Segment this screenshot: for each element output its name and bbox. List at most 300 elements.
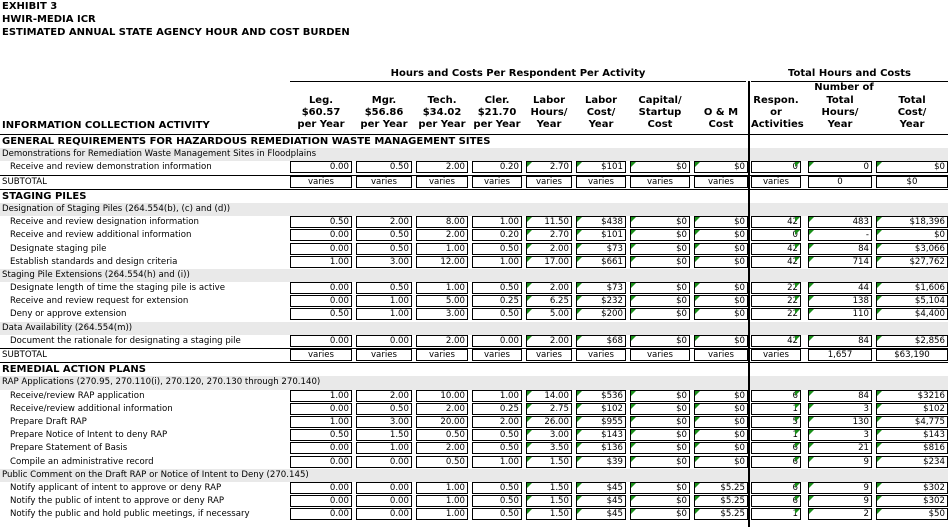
- cell-value: $45: [606, 496, 623, 507]
- cell-value: 0.00: [389, 496, 409, 507]
- cell-marker-icon: [695, 496, 700, 501]
- table-row: [0, 495, 948, 508]
- table-row: [0, 429, 948, 442]
- cell-marker-icon: [877, 443, 882, 448]
- cell-marker-icon: [527, 417, 532, 422]
- table-cell: [416, 176, 468, 188]
- row-label: Notify applicant of intent to approve or deny RAP: [10, 482, 222, 493]
- column-header-line: Activities: [751, 119, 804, 130]
- table-cell: [576, 295, 626, 307]
- cell-value: 2.00: [445, 403, 465, 414]
- row-label: GENERAL REQUIREMENTS FOR HAZARDOUS REMEDIATION WASTE MANAGEMENT SITES: [2, 136, 491, 147]
- cell-value: 1.50: [549, 482, 569, 493]
- cell-marker-icon: [695, 230, 700, 235]
- cell-marker-icon: [631, 496, 636, 501]
- cell-value: 20.00: [440, 416, 465, 427]
- column-header-line: per Year: [297, 119, 345, 130]
- table-cell: [416, 229, 468, 241]
- table-cell: [526, 508, 572, 520]
- cell-value: varies: [483, 350, 511, 360]
- column-header-line: O & M: [703, 107, 739, 118]
- cell-value: 3: [863, 403, 869, 414]
- cell-value: $200: [601, 309, 623, 320]
- row-label: Receive/review additional information: [10, 403, 173, 414]
- table-cell: [876, 482, 948, 494]
- cell-marker-icon: [877, 391, 882, 396]
- cell-value: $302: [923, 496, 945, 507]
- cell-value: 0: [837, 176, 843, 187]
- table-cell: [416, 495, 468, 507]
- cell-value: 1: [792, 403, 798, 414]
- cell-marker-icon: [695, 509, 700, 514]
- table-cell: [356, 349, 412, 361]
- cell-marker-icon: [877, 230, 882, 235]
- cell-value: 11.50: [544, 217, 569, 228]
- cell-marker-icon: [809, 309, 814, 314]
- column-header-line: $60.57: [301, 107, 341, 118]
- cell-value: $0: [676, 456, 687, 467]
- cell-value: varies: [587, 176, 615, 187]
- table-cell: [356, 216, 412, 228]
- table-cell: [472, 282, 522, 294]
- table-cell: [630, 282, 690, 294]
- cell-value: 130: [852, 416, 869, 427]
- cell-value: varies: [587, 350, 615, 360]
- cell-value: $0: [676, 309, 687, 320]
- row-label: Designate staging pile: [10, 243, 107, 254]
- table-cell: [694, 229, 748, 241]
- column-header-line: Year: [899, 119, 925, 130]
- row-label: Public Comment on the Draft RAP or Notice of Intent to Deny (270.145): [2, 469, 309, 480]
- column-header-line: per Year: [418, 119, 466, 130]
- cell-marker-icon: [877, 483, 882, 488]
- cell-value: $0: [676, 390, 687, 401]
- table-cell: [290, 508, 352, 520]
- row-label: Receive and review request for extension: [10, 296, 189, 307]
- cell-value: $39: [606, 456, 623, 467]
- cell-marker-icon: [809, 483, 814, 488]
- cell-marker-icon: [527, 296, 532, 301]
- table-cell: [751, 295, 801, 307]
- group-row: [0, 322, 948, 335]
- cell-value: varies: [370, 350, 398, 360]
- cell-value: 0.50: [499, 482, 519, 493]
- table-cell: [694, 349, 748, 361]
- column-header: [416, 95, 468, 131]
- table-cell: [694, 495, 748, 507]
- table-cell: [290, 482, 352, 494]
- table-cell: [876, 416, 948, 428]
- table-cell: [751, 335, 801, 347]
- cell-value: 0.00: [329, 496, 349, 507]
- cell-value: 42: [787, 335, 798, 346]
- cell-marker-icon: [877, 509, 882, 514]
- cell-value: 3.50: [549, 443, 569, 454]
- table-cell: [751, 390, 801, 402]
- row-label: Data Availability (264.554(m)): [2, 322, 133, 333]
- cell-value: 0.00: [329, 482, 349, 493]
- cell-value: 0.00: [329, 162, 349, 173]
- table-cell: [808, 390, 872, 402]
- cell-marker-icon: [877, 296, 882, 301]
- cell-value: $0: [734, 390, 745, 401]
- cell-value: 6: [792, 390, 798, 401]
- cell-value: varies: [646, 176, 674, 187]
- cell-value: $136: [601, 443, 623, 454]
- table-cell: [694, 256, 748, 268]
- cell-marker-icon: [577, 244, 582, 249]
- cell-marker-icon: [877, 404, 882, 409]
- table-cell: [290, 335, 352, 347]
- cell-marker-icon: [527, 230, 532, 235]
- cell-marker-icon: [795, 417, 800, 422]
- table-cell: [526, 243, 572, 255]
- exhibit-title: ESTIMATED ANNUAL STATE AGENCY HOUR AND COST BURDEN: [2, 27, 350, 38]
- cell-value: 42: [787, 256, 798, 267]
- cell-value: 1.00: [445, 243, 465, 254]
- cell-marker-icon: [795, 391, 800, 396]
- exhibit-header: [2, 0, 350, 39]
- table-cell: [416, 308, 468, 320]
- table-row: [0, 243, 948, 256]
- table-cell: [630, 161, 690, 173]
- group-row: [0, 469, 948, 482]
- column-header-line: Tech.: [427, 95, 457, 106]
- column-header-line: Hours/: [530, 107, 568, 118]
- cell-value: $0: [734, 230, 745, 241]
- table-row: [0, 308, 948, 321]
- table-cell: [630, 429, 690, 441]
- cell-marker-icon: [631, 162, 636, 167]
- cell-value: $0: [676, 403, 687, 414]
- cell-marker-icon: [527, 257, 532, 262]
- table-cell: [576, 456, 626, 468]
- table-cell: [290, 229, 352, 241]
- table-cell: [290, 429, 352, 441]
- table-row: [0, 335, 948, 348]
- cell-value: 1.00: [329, 256, 349, 267]
- cell-marker-icon: [695, 336, 700, 341]
- cell-value: $0: [734, 217, 745, 228]
- table-cell: [526, 429, 572, 441]
- cell-marker-icon: [809, 217, 814, 222]
- column-header-line: Cost: [708, 119, 734, 130]
- table-cell: [290, 308, 352, 320]
- cell-marker-icon: [577, 391, 582, 396]
- table-cell: [356, 456, 412, 468]
- cell-marker-icon: [631, 443, 636, 448]
- cell-marker-icon: [527, 443, 532, 448]
- table-cell: [356, 243, 412, 255]
- cell-value: 0.00: [389, 482, 409, 493]
- cell-value: 3.00: [445, 309, 465, 320]
- table-cell: [808, 349, 872, 361]
- column-header-line: Mgr.: [371, 95, 397, 106]
- cell-value: $0: [676, 283, 687, 294]
- table-cell: [751, 482, 801, 494]
- cell-marker-icon: [877, 430, 882, 435]
- cell-value: 2.00: [499, 416, 519, 427]
- cell-value: $4,775: [914, 416, 945, 427]
- table-row: [0, 416, 948, 429]
- cell-marker-icon: [527, 162, 532, 167]
- cell-marker-icon: [877, 217, 882, 222]
- row-label: Document the rationale for designating a staging pile: [10, 335, 241, 346]
- row-label: Receive and review demonstration information: [10, 162, 212, 173]
- cell-value: 3: [863, 430, 869, 441]
- cell-value: 0.20: [499, 162, 519, 173]
- cell-value: 2.70: [549, 230, 569, 241]
- cell-value: 14.00: [544, 390, 569, 401]
- row-label: Compile an administrative record: [10, 456, 154, 467]
- table-row: [0, 403, 948, 416]
- row-label: STAGING PILES: [2, 190, 87, 202]
- cell-marker-icon: [631, 244, 636, 249]
- cell-value: 5.00: [445, 296, 465, 307]
- cell-marker-icon: [795, 230, 800, 235]
- table-cell: [526, 442, 572, 454]
- cell-value: $45: [606, 482, 623, 493]
- cell-marker-icon: [631, 391, 636, 396]
- column-header-line: Total: [898, 95, 926, 106]
- table-cell: [472, 229, 522, 241]
- cell-marker-icon: [809, 257, 814, 262]
- cell-value: $438: [601, 217, 623, 228]
- cell-marker-icon: [577, 162, 582, 167]
- column-header-line: Total: [826, 95, 854, 106]
- cell-value: 6: [792, 496, 798, 507]
- table-cell: [751, 508, 801, 520]
- cell-marker-icon: [795, 257, 800, 262]
- cell-value: 0.50: [499, 309, 519, 320]
- table-cell: [630, 390, 690, 402]
- cell-marker-icon: [631, 483, 636, 488]
- cell-value: $0: [906, 176, 918, 187]
- cell-value: 110: [852, 309, 869, 320]
- cell-marker-icon: [877, 417, 882, 422]
- table-cell: [416, 442, 468, 454]
- cell-marker-icon: [877, 162, 882, 167]
- cell-value: 22: [787, 296, 798, 307]
- table-cell: [356, 429, 412, 441]
- table-cell: [630, 495, 690, 507]
- table-cell: [808, 176, 872, 188]
- row-label: Notify the public and hold public meetings, if necessary: [10, 509, 250, 520]
- table-cell: [630, 176, 690, 188]
- cell-value: 84: [858, 390, 869, 401]
- cell-value: $0: [676, 335, 687, 346]
- table-row: [0, 282, 948, 295]
- cell-value: 2.00: [445, 335, 465, 346]
- cell-value: varies: [307, 176, 335, 187]
- cell-marker-icon: [795, 443, 800, 448]
- cell-value: $0: [676, 217, 687, 228]
- subtotal-row: [0, 348, 948, 362]
- cell-marker-icon: [527, 457, 532, 462]
- table-cell: [751, 176, 801, 188]
- table-cell: [576, 442, 626, 454]
- column-header-line: per Year: [360, 119, 408, 130]
- cell-value: $955: [601, 416, 623, 427]
- column-header-line: $21.70: [477, 107, 517, 118]
- group-row: [0, 203, 948, 216]
- cell-marker-icon: [631, 217, 636, 222]
- cell-value: $0: [734, 416, 745, 427]
- cell-marker-icon: [695, 309, 700, 314]
- table-cell: [526, 295, 572, 307]
- table-cell: [576, 482, 626, 494]
- cell-value: 0.50: [499, 283, 519, 294]
- row-label: RAP Applications (270.95, 270.110(i), 270.120, 270.130 through 270.140): [2, 377, 321, 388]
- row-label: Prepare Draft RAP: [10, 416, 87, 427]
- cell-value: 2.00: [445, 443, 465, 454]
- table-cell: [751, 495, 801, 507]
- table-cell: [526, 456, 572, 468]
- cell-value: 0.20: [499, 230, 519, 241]
- table-cell: [751, 161, 801, 173]
- cell-value: $0: [734, 309, 745, 320]
- cell-value: 1.00: [499, 390, 519, 401]
- table-cell: [526, 216, 572, 228]
- cell-value: 42: [787, 243, 798, 254]
- table-cell: [290, 442, 352, 454]
- column-header: [356, 95, 412, 131]
- cell-marker-icon: [809, 417, 814, 422]
- column-header-line: Capital/: [638, 95, 682, 106]
- cell-value: $0: [676, 243, 687, 254]
- cell-marker-icon: [877, 283, 882, 288]
- table-cell: [472, 243, 522, 255]
- cell-marker-icon: [577, 336, 582, 341]
- cell-value: 3.00: [389, 416, 409, 427]
- cell-value: $0: [734, 403, 745, 414]
- table-cell: [290, 176, 352, 188]
- table-cell: [630, 243, 690, 255]
- cell-marker-icon: [631, 283, 636, 288]
- table-cell: [472, 416, 522, 428]
- cell-value: 0.50: [389, 162, 409, 173]
- table-cell: [751, 403, 801, 415]
- table-cell: [694, 442, 748, 454]
- table-cell: [356, 282, 412, 294]
- cell-value: varies: [428, 350, 456, 360]
- table-cell: [808, 442, 872, 454]
- cell-marker-icon: [527, 283, 532, 288]
- cell-value: 0.50: [389, 283, 409, 294]
- table-cell: [526, 282, 572, 294]
- table-cell: [876, 243, 948, 255]
- cell-marker-icon: [631, 309, 636, 314]
- cell-value: 84: [858, 243, 869, 254]
- cell-value: 1.00: [329, 416, 349, 427]
- cell-value: 1.00: [389, 296, 409, 307]
- cell-marker-icon: [795, 244, 800, 249]
- table-row: [0, 295, 948, 308]
- table-cell: [472, 403, 522, 415]
- cell-marker-icon: [795, 483, 800, 488]
- table-cell: [290, 456, 352, 468]
- cell-value: 5: [792, 416, 798, 427]
- table-cell: [290, 295, 352, 307]
- table-cell: [576, 243, 626, 255]
- cell-value: $68: [606, 335, 623, 346]
- table-cell: [694, 295, 748, 307]
- cell-value: varies: [307, 350, 335, 360]
- cell-value: $101: [601, 162, 623, 173]
- cell-value: $0: [676, 443, 687, 454]
- row-label: Prepare Statement of Basis: [10, 443, 128, 454]
- cell-marker-icon: [809, 336, 814, 341]
- cell-marker-icon: [809, 443, 814, 448]
- column-header: [694, 95, 748, 131]
- cell-marker-icon: [809, 391, 814, 396]
- table-cell: [751, 216, 801, 228]
- cell-marker-icon: [695, 457, 700, 462]
- icr-name: HWIR-MEDIA ICR: [2, 14, 96, 25]
- table-cell: [576, 282, 626, 294]
- cell-marker-icon: [577, 509, 582, 514]
- table-cell: [808, 416, 872, 428]
- cell-value: varies: [370, 176, 398, 187]
- activity-column-header: INFORMATION COLLECTION ACTIVITY: [2, 120, 210, 131]
- table-cell: [876, 256, 948, 268]
- cell-marker-icon: [631, 230, 636, 235]
- table-cell: [630, 482, 690, 494]
- cell-value: 483: [852, 217, 869, 228]
- cell-value: 0.50: [329, 430, 349, 441]
- cell-value: $0: [676, 230, 687, 241]
- section-row: [0, 362, 948, 376]
- table-cell: [808, 161, 872, 173]
- cell-value: 44: [858, 283, 869, 294]
- table-cell: [356, 442, 412, 454]
- cell-marker-icon: [527, 404, 532, 409]
- cell-marker-icon: [795, 336, 800, 341]
- table-cell: [472, 456, 522, 468]
- cell-marker-icon: [695, 283, 700, 288]
- cell-value: 6.25: [549, 296, 569, 307]
- cell-value: 6: [792, 482, 798, 493]
- cell-value: $232: [601, 296, 623, 307]
- table-cell: [751, 229, 801, 241]
- table-cell: [808, 429, 872, 441]
- table-cell: [472, 161, 522, 173]
- cell-marker-icon: [809, 244, 814, 249]
- cell-marker-icon: [795, 283, 800, 288]
- column-header-line: or: [770, 107, 782, 118]
- column-header-line: $56.86: [364, 107, 404, 118]
- table-cell: [416, 456, 468, 468]
- table-cell: [630, 216, 690, 228]
- row-label: Receive/review RAP application: [10, 390, 145, 401]
- cell-value: $143: [923, 430, 945, 441]
- cell-value: $816: [923, 443, 945, 454]
- table-cell: [751, 308, 801, 320]
- cell-value: 6: [792, 456, 798, 467]
- table-cell: [751, 442, 801, 454]
- cell-marker-icon: [695, 244, 700, 249]
- cell-marker-icon: [795, 496, 800, 501]
- cell-marker-icon: [631, 404, 636, 409]
- table-cell: [290, 216, 352, 228]
- cell-marker-icon: [809, 230, 814, 235]
- table-cell: [751, 349, 801, 361]
- column-header-line: Labor: [532, 95, 566, 106]
- cell-value: 2.00: [389, 217, 409, 228]
- cell-marker-icon: [527, 483, 532, 488]
- cell-value: $73: [606, 283, 623, 294]
- table-cell: [290, 416, 352, 428]
